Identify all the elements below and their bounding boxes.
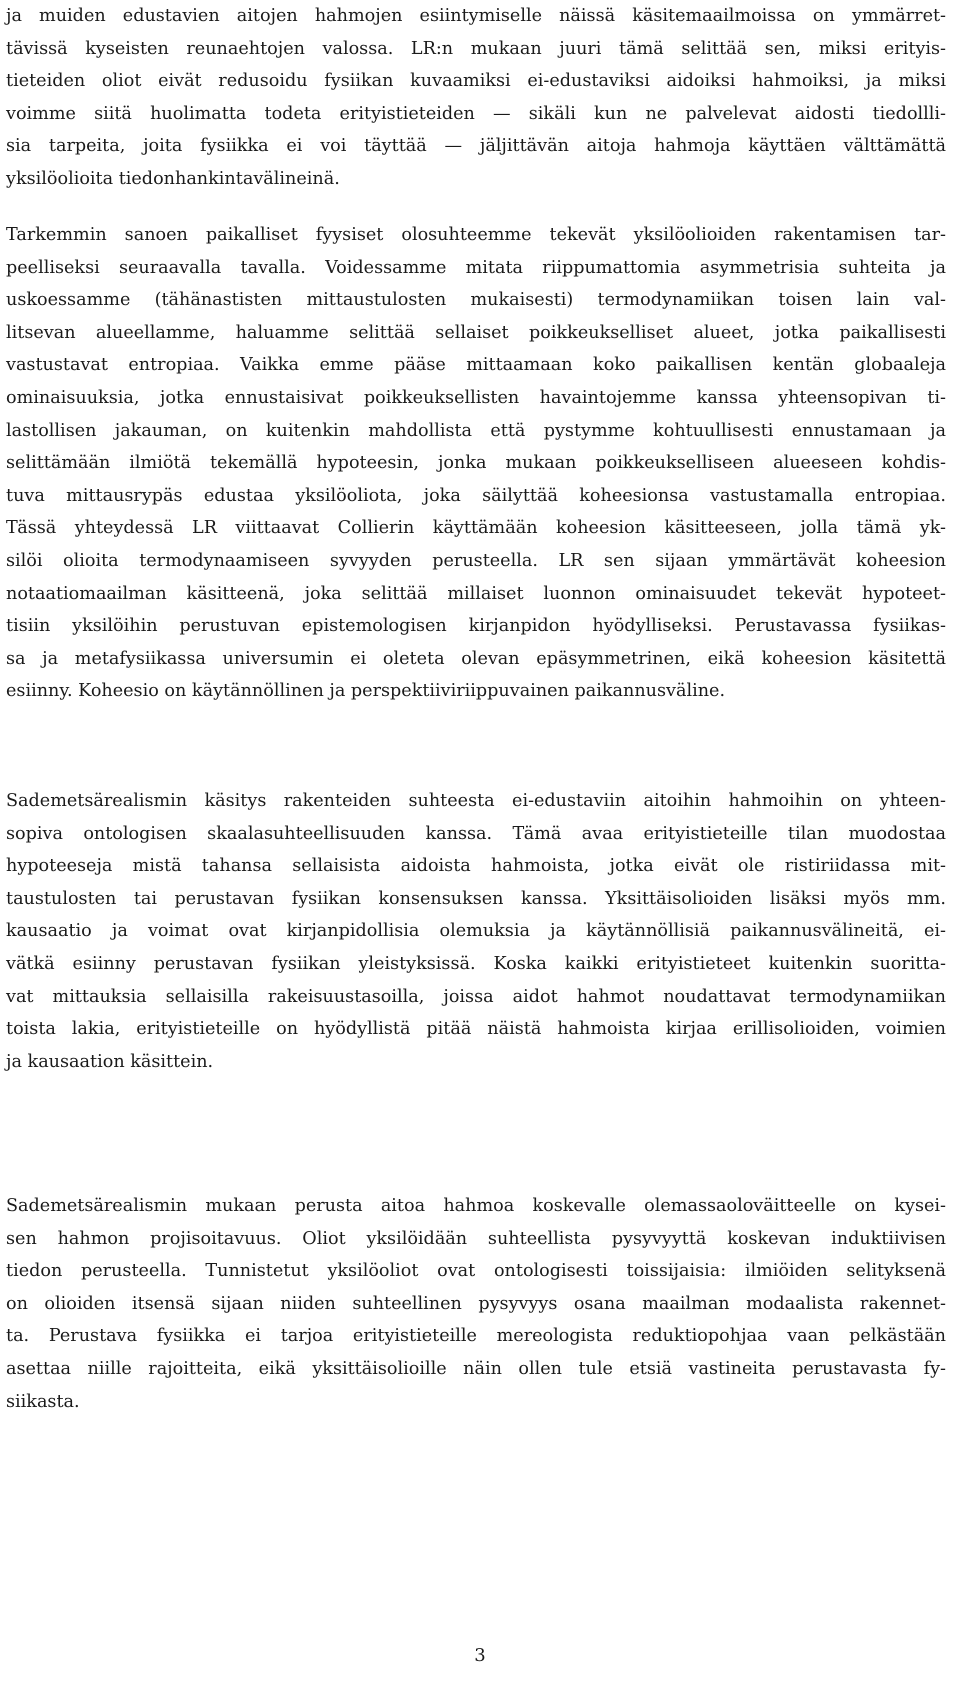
text-line: Sademetsärealismin käsitys rakenteiden suhteesta ei-edustaviin aitoihin hahmoihin on yhteen- [6,791,946,811]
paragraph-4 [6,1190,946,1418]
paragraph-1 [6,0,946,196]
text-line: ja muiden edustavien aitojen hahmojen esiintymiselle näissä käsitemaailmoissa on ymmärret- [6,6,946,26]
text-line: vat mittauksia sellaisilla rakeisuustasoilla, joissa aidot hahmot noudattavat termodynamiikan [6,986,946,1007]
text-line: tiedon perusteella. Tunnistetut yksilöoliot ovat ontologisesti toissijaisia: ilmiöiden selityksenä [6,1261,946,1282]
text-line: tisiin yksilöihin perustuvan epistemologisen kirjanpidon hyödylliseksi. Perustavassa fysiikas- [6,616,946,637]
text-line: tieteiden oliot eivät redusoidu fysiikan kuvaamiksi ei-edustaviksi aidoiksi hahmoiksi, ja miksi [6,71,946,92]
text-line: Tässä yhteydessä LR viittaavat Collierin käyttämään koheesion käsitteeseen, jolla tämä yk- [6,518,946,539]
text-line: tuva mittausrypäs edustaa yksilöoliota, joka säilyttää koheesionsa vastustamalla entropiaa. [6,485,946,506]
text-line: peelliseksi seuraavalla tavalla. Voidessamme mitata riippumattomia asymmetrisia suhteita ja [6,257,946,278]
text-line: lastollisen jakauman, on kuitenkin mahdollista että pystymme kohtuullisesti ennustamaan ja [6,420,946,441]
text-line: taustulosten tai perustavan fysiikan konsensuksen kanssa. Yksittäisolioiden lisäksi myös mm. [6,888,946,909]
text-line: notaatiomaailman käsitteenä, joka selittää millaiset luonnon ominaisuudet tekevät hypoteet- [6,583,946,604]
text-line: silöi olioita termodynaamiseen syvyyden perusteella. LR sen sijaan ymmärtävät koheesion [6,550,946,571]
text-line: siikasta. [6,1391,80,1412]
text-line: on olioiden itsensä sijaan niiden suhteellinen pysyvyys osana maailman modaalista rakennet- [6,1293,946,1314]
text-line: sia tarpeita, joita fysiikka ei voi täyttää — jäljittävän aitoja hahmoja käyttäen välttämättä [6,136,946,157]
paragraph-2 [6,219,946,708]
text-line: Sademetsärealismin mukaan perusta aitoa hahmoa koskevalle olemassaoloväitteelle on kysei- [6,1196,946,1216]
text-line: ta. Perustava fysiikka ei tarjoa erityistieteille mereologista reduktiopohjaa vaan pelkästään [6,1326,946,1347]
text-line: yksilöolioita tiedonhankintavälineinä. [6,168,340,189]
text-line: tävissä kyseisten reunaehtojen valossa. LR:n mukaan juuri tämä selittää sen, miksi erityis- [6,38,946,59]
page-number: 3 [474,1645,486,1666]
text-line: vastustavat entropiaa. Vaikka emme pääse mittaamaan koko paikallisen kentän globaaleja [6,355,946,376]
text-line: sen hahmon projisoitavuus. Oliot yksilöidään suhteellista pysyvyyttä koskevan induktiivisen [6,1228,946,1249]
text-line: hypoteeseja mistä tahansa sellaisista aidoista hahmoista, jotka eivät ole ristiriidassa mit- [6,856,946,877]
text-line: sopiva ontologisen skaalasuhteellisuuden kanssa. Tämä avaa erityistieteille tilan muodostaa [6,823,946,844]
text-line: esiinny. Koheesio on käytännöllinen ja perspektiiviriippuvainen paikannusväline. [6,681,726,702]
text-line: ominaisuuksia, jotka ennustaisivat poikkeuksellisten havaintojemme kanssa yhteensopivan ti- [6,387,946,408]
text-line: selittämään ilmiötä tekemällä hypoteesin, jonka mukaan poikkeukselliseen alueeseen kohdis- [6,453,946,474]
paragraph-3 [6,785,946,1078]
text-line: uskoessamme (tähänastisten mittaustulosten mukaisesti) termodynamiikan toisen lain val- [6,290,946,311]
text-line: vätkä esiinny perustavan fysiikan yleistyksissä. Koska kaikki erityistieteet kuitenkin suoritta- [6,953,946,974]
text-line: kausaatio ja voimat ovat kirjanpidollisia olemuksia ja käytännöllisiä paikannusvälineitä, ei- [6,921,946,942]
text-line: ja kausaation käsittein. [6,1051,214,1072]
text-line: asettaa niille rajoitteita, eikä yksittäisolioille näin ollen tule etsiä vastineita perustavasta fy- [6,1358,946,1379]
text-line: toista lakia, erityistieteille on hyödyllistä pitää näistä hahmoista kirjaa erillisolioiden, voimien [6,1019,946,1040]
text-line: sa ja metafysiikassa universumin ei oleteta olevan epäsymmetrinen, eikä koheesion käsitettä [6,648,946,669]
text-line: voimme siitä huolimatta todeta erityistieteiden — sikäli kun ne palvelevat aidosti tiedollli- [6,103,946,124]
text-line: Tarkemmin sanoen paikalliset fyysiset olosuhteemme tekevät yksilöolioiden rakentamisen tar- [6,225,946,245]
text-line: litsevan alueellamme, haluamme selittää sellaiset poikkeukselliset alueet, jotka paikallisesti [6,322,946,343]
